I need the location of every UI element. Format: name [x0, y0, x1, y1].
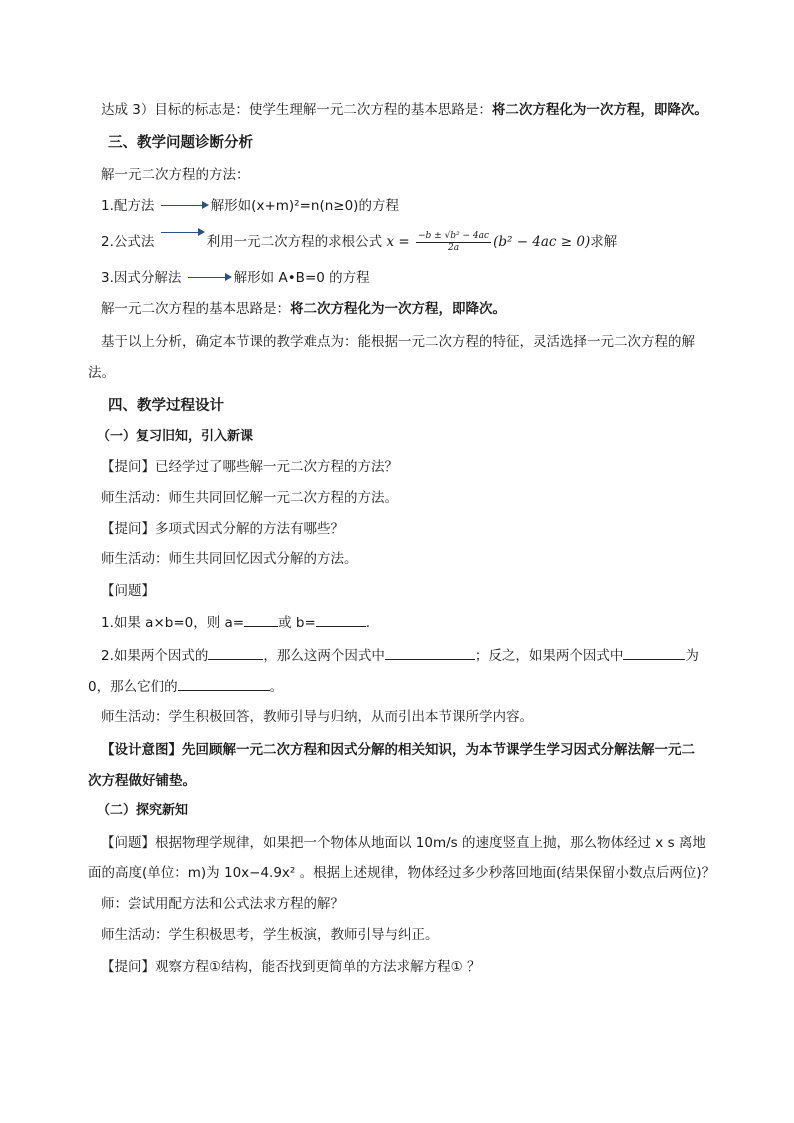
answer-blank[interactable]: [208, 645, 263, 660]
method-3: 3.因式分解法 解形如 A•B=0 的方程: [101, 270, 370, 286]
problem-3-line-1: 【问题】根据物理学规律，如果把一个物体从地面以 10m/s 的速度竖直上抛，那么物体经过 x s 离地: [101, 835, 706, 851]
methods-intro: 解一元二次方程的方法：: [101, 167, 250, 183]
goal-line: 达成 3）目标的标志是：使学生理解一元二次方程的基本思路是：将二次方程化为一次方程，即降次。: [101, 102, 708, 118]
formula-condition: (b² − 4ac ≥ 0): [493, 234, 591, 250]
subsection-1-title: （一）复习旧知，引入新课: [97, 429, 254, 444]
arrow-icon: [188, 273, 232, 283]
question-2: 【提问】多项式因式分解的方法有哪些？: [101, 521, 344, 537]
analysis-line-1: 基于以上分析，确定本节课的教学难点为：能根据一元二次方程的特征，灵活选择一元二次方程的解: [101, 334, 695, 350]
arrow-icon: [161, 201, 209, 211]
design-intent-1: 【设计意图】先回顾解一元二次方程和因式分解的相关知识，为本节课学生学习因式分解法解一元二: [101, 742, 695, 758]
design-intent-2: 次方程做好铺垫。: [88, 773, 196, 789]
teacher-prompt: 师：尝试用配方法和公式法求方程的解？: [101, 896, 344, 912]
quadratic-formula-fraction: $\frac{\text{−b ± √b² − 4ac}}{2a}$: [418, 231, 490, 253]
method-1: 1.配方法 解形如(x+m)²=n(n≥0)的方程: [101, 198, 399, 214]
question-4: 【提问】观察方程①结构，能否找到更简单的方法求解方程① ？: [101, 959, 481, 975]
problem-2-cont: 0，那么它们的 。: [88, 676, 283, 697]
analysis-line-2: 法。: [88, 365, 115, 381]
basic-approach: 解一元二次方程的基本思路是：将二次方程化为一次方程，即降次。: [101, 301, 506, 317]
activity-2: 师生活动：师生共同回忆因式分解的方法。: [101, 551, 358, 567]
answer-blank[interactable]: [385, 645, 475, 660]
problem-1: 1.如果 a×b=0，则 a= 或 b= .: [101, 612, 370, 633]
problem-tag: 【问题】: [101, 583, 155, 599]
activity-1: 师生活动：师生共同回忆解一元二次方程的方法。: [101, 490, 398, 506]
activity-4: 师生活动：学生积极思考，学生板演，教师引导与纠正。: [101, 927, 439, 943]
answer-blank[interactable]: [178, 676, 270, 691]
subsection-2-title: （二）探究新知: [97, 803, 189, 818]
problem-3-line-2: 面的高度(单位：m)为 10x−4.9x² 。根据上述规律，物体经过多少秒落回地面(结果保留小数点后两位)？: [88, 865, 716, 881]
formula-lhs: x =: [386, 234, 410, 250]
answer-blank[interactable]: [316, 612, 366, 627]
activity-3: 师生活动：学生积极回答，教师引导与归纳，从而引出本节课所学内容。: [101, 709, 533, 725]
method-2: 2.公式法 利用一元二次方程的求根公式 x = $\frac{\text{−b ± √b² − 4ac}}{2a}$ (b² − 4ac ≥ 0)求解: [101, 230, 617, 254]
arrow-icon: [161, 228, 205, 238]
section-3-title: 三、教学问题诊断分析: [108, 135, 253, 151]
problem-2: 2.如果两个因式的 ，那么这两个因式中 ；反之，如果两个因式中 为: [101, 645, 699, 666]
answer-blank[interactable]: [623, 645, 685, 660]
section-4-title: 四、教学过程设计: [108, 398, 224, 414]
question-1: 【提问】已经学过了哪些解一元二次方程的方法？: [101, 459, 398, 475]
answer-blank[interactable]: [244, 612, 278, 627]
